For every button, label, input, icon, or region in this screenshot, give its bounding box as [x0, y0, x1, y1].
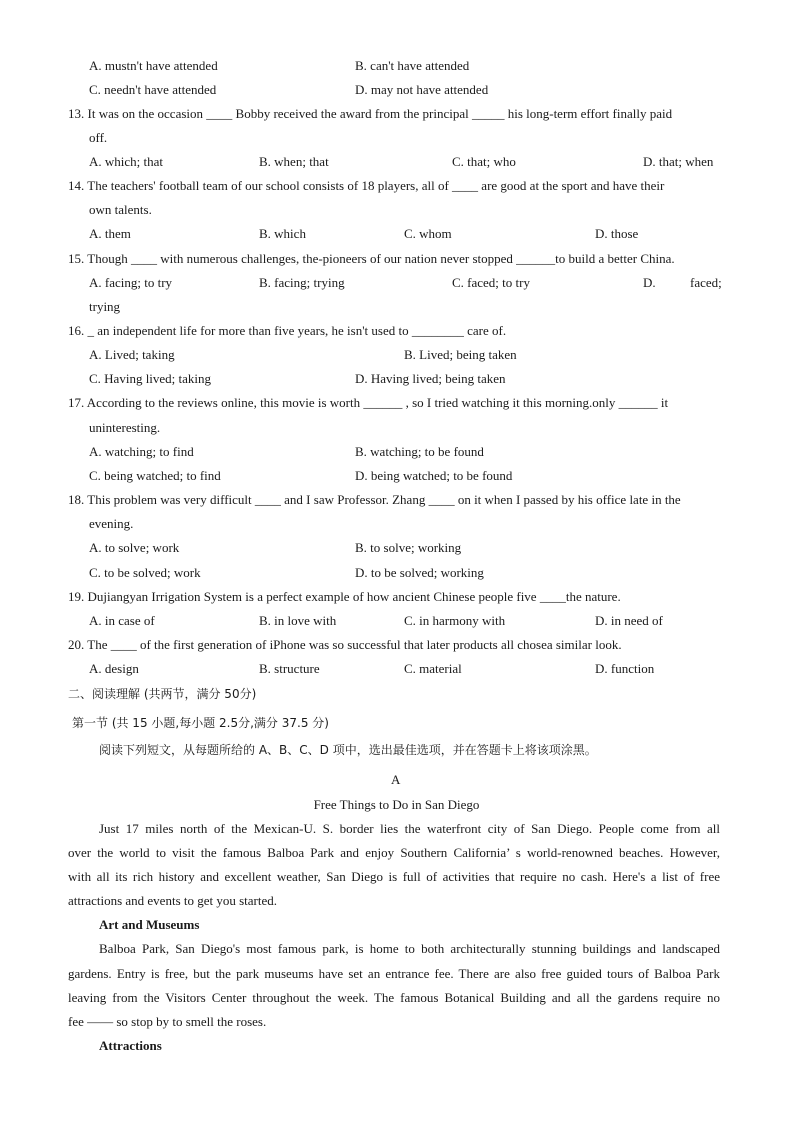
q19-option-d: D. in need of [595, 613, 663, 628]
passage-p1-line1: Just 17 miles north of the Mexican-U. S. border lies the waterfront city of San Diego. People come from all [99, 821, 720, 836]
passage-p2-line4: fee —— so stop by to smell the roses. [68, 1014, 267, 1029]
q14-option-a: A. them [89, 226, 131, 241]
q15-option-c: C. faced; to try [452, 275, 530, 290]
q15-stem: 15. Though ____ with numerous challenges, the-pioneers of our nation never stopped ______to build a better China. [68, 251, 675, 266]
q12-option-a: A. mustn't have attended [89, 58, 218, 73]
q17-option-d: D. being watched; to be found [355, 468, 513, 483]
q15-option-b: B. facing; trying [259, 275, 345, 290]
q14-stem: 14. The teachers' football team of our school consists of 18 players, all of ____ are good at the sport and have their [68, 178, 665, 193]
q17-option-c: C. being watched; to find [89, 468, 221, 483]
q18-stem-cont: evening. [89, 516, 134, 531]
subheading-art-museums: Art and Museums [99, 917, 200, 932]
q16-option-b: B. Lived; being taken [404, 347, 517, 362]
q14-option-b: B. which [259, 226, 306, 241]
q14-option-d: D. those [595, 226, 639, 241]
q16-option-a: A. Lived; taking [89, 347, 175, 362]
q17-stem-cont: uninteresting. [89, 420, 161, 435]
q13-option-d: D. that; when [643, 154, 714, 169]
q13-option-a: A. which; that [89, 154, 164, 169]
q17-option-a: A. watching; to find [89, 444, 194, 459]
q12-option-c: C. needn't have attended [89, 82, 217, 97]
q18-stem: 18. This problem was very difficult ____ and I saw Professor. Zhang ____ on it when I passed by his office late in the [68, 492, 681, 507]
passage-title: Free Things to Do in San Diego [313, 797, 480, 812]
q19-option-b: B. in love with [259, 613, 337, 628]
q17-option-b: B. watching; to be found [355, 444, 484, 459]
q14-stem-cont: own talents. [89, 202, 152, 217]
q16-stem: 16. _ an independent life for more than five years, he isn't used to ________ care of. [68, 323, 507, 338]
q14-option-c: C. whom [404, 226, 452, 241]
q18-option-b: B. to solve; working [355, 540, 462, 555]
q15-option-d-text: faced; [690, 275, 722, 290]
q20-option-d: D. function [595, 661, 655, 676]
q13-stem-cont: off. [89, 130, 108, 145]
passage-p2-line2: gardens. Entry is free, but the park museums have set an entrance fee. There are also free guided tours of Balboa Park [68, 966, 720, 981]
q12-option-d: D. may not have attended [355, 82, 489, 97]
section-instruction: 阅读下列短文，从每题所给的 A、B、C、D 项中，选出最佳选项，并在答题卡上将该项涂黑。 [99, 743, 597, 757]
passage-p2-line1: Balboa Park, San Diego's most famous park, is home to both architecturally stunning buildings and landscaped [99, 941, 720, 956]
subheading-attractions: Attractions [99, 1038, 162, 1053]
q19-stem: 19. Dujiangyan Irrigation System is a perfect example of how ancient Chinese people five ____the nature. [68, 589, 621, 604]
passage-p1-line4: attractions and events to get you started. [68, 893, 278, 908]
q18-option-a: A. to solve; work [89, 540, 180, 555]
q18-option-d: D. to be solved; working [355, 565, 484, 580]
q20-option-a: A. design [89, 661, 139, 676]
q20-option-b: B. structure [259, 661, 320, 676]
q13-option-c: C. that; who [452, 154, 516, 169]
q16-option-c: C. Having lived; taking [89, 371, 212, 386]
q18-option-c: C. to be solved; work [89, 565, 201, 580]
q19-option-a: A. in case of [89, 613, 155, 628]
passage-letter: A [391, 772, 401, 787]
section-heading: 二、阅读理解 (共两节，满分 50分) [68, 687, 257, 701]
part-heading: 第一节 (共 15 小题,每小题 2.5分,满分 37.5 分) [72, 716, 329, 730]
q13-option-b: B. when; that [259, 154, 329, 169]
q15-option-d: D. [643, 275, 656, 290]
q20-stem: 20. The ____ of the first generation of iPhone was so successful that later products all chosea similar look. [68, 637, 622, 652]
q19-option-c: C. in harmony with [404, 613, 506, 628]
passage-p2-line3: leaving from the Visitors Center throughout the week. The famous Botanical Building and all the gardens require no [68, 990, 720, 1005]
passage-p1-line2: over the world to visit the famous Balboa Park and enjoy Southern California’ s world-renowned beaches. However, [68, 845, 720, 860]
q17-stem: 17. According to the reviews online, this movie is worth ______ , so I tried watching it this morning.only ______ it [68, 395, 669, 410]
q15-option-a: A. facing; to try [89, 275, 173, 290]
q13-stem: 13. It was on the occasion ____ Bobby received the award from the principal _____ his long-term effort finally paid [68, 106, 673, 121]
q15-option-d-wrap: trying [89, 299, 121, 314]
q12-option-b: B. can't have attended [355, 58, 470, 73]
q16-option-d: D. Having lived; being taken [355, 371, 506, 386]
passage-p1-line3: with all its rich history and excellent weather, San Diego is full of activities that require no cash. Here's a list of free [68, 869, 720, 884]
q20-option-c: C. material [404, 661, 462, 676]
